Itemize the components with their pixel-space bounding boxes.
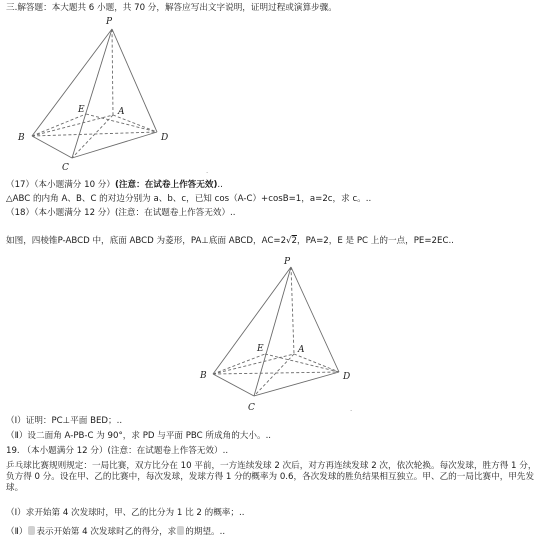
xi-symbol-icon xyxy=(177,526,184,535)
q18-intro: 如图，四棱锥P-ABCD 中，底面 ABCD 为菱形，PA⊥底面 ABCD，AC=2√2，PA=2，E 是 PC 上的一点，PE=2EC.. xyxy=(6,236,454,246)
label-e: E xyxy=(78,105,85,115)
label-d: D xyxy=(343,372,351,382)
edge-bc xyxy=(32,136,72,158)
q19-body: 乒乓球比赛规则规定：一局比赛，双方比分在 10 平前，一方连续发球 2 次后，对方再连续发球 2 次，依次轮换。每次发球，胜方得 1 分，负方得 0 分。设在甲、乙的比赛中，每次发球，发球方得 1 分的概率为 0.6，各次发球的胜负结果相互独立。甲、乙的一局比赛中，甲先发球。 xyxy=(6,461,537,494)
q19-part1: （Ⅰ）求开始第 4 次发球时，甲、乙的比分为 1 比 2 的概率；.. xyxy=(6,508,245,518)
label-p: P xyxy=(106,17,113,27)
edge-ba xyxy=(32,115,113,136)
label-a: A xyxy=(298,345,305,355)
edge-pd xyxy=(291,267,339,372)
q18-part2: （Ⅱ）设二面角 A-PB-C 为 90°，求 PD 与平面 PBC 所成角的大小。.. xyxy=(6,431,272,441)
q18-part1: （Ⅰ）证明：PC⊥平面 BED；.. xyxy=(6,416,123,426)
figure-pyramid-1 xyxy=(0,0,542,180)
q19-header: 19. （本小题满分 12 分）(注意：在试题卷上作答无效）.. xyxy=(6,446,229,456)
label-b: B xyxy=(18,133,25,143)
section-title: 三.解答题：本大题共 6 小题，共 70 分，解答应写出文字说明，证明过程或演算步骤。 xyxy=(6,3,337,13)
edge-bd xyxy=(213,372,339,374)
label-d: D xyxy=(161,133,169,143)
figure-pyramid-2 xyxy=(0,250,542,420)
edge-pa xyxy=(291,267,294,354)
edge-ed xyxy=(265,354,339,372)
label-c: C xyxy=(62,163,69,173)
q19-part2: （Ⅱ） 表示开始第 4 次发球时乙的得分，求 的期望。.. xyxy=(6,527,226,537)
edge-bc xyxy=(213,374,254,396)
edge-bd xyxy=(32,132,157,136)
edge-pa xyxy=(112,29,113,115)
label-c: C xyxy=(248,403,255,413)
label-p: P xyxy=(284,257,291,267)
figure1-end-mark: . xyxy=(206,167,209,175)
xi-symbol-icon xyxy=(28,526,35,535)
label-b: B xyxy=(200,371,207,381)
figure2-end-mark: . xyxy=(350,405,353,413)
label-e: E xyxy=(257,344,264,354)
label-a: A xyxy=(118,107,125,117)
q17-header: （17）（本小题满分 10 分）(注意：在试卷上作答无效).. xyxy=(6,180,223,190)
q17-body: △ABC 的内角 A、B、C 的对边分别为 a、b、c，已知 cos（A-C）+cosB=1，a=2c，求 c。.. xyxy=(6,194,372,204)
edge-cd xyxy=(254,372,339,396)
q18-header: （18）（本小题满分 12 分）(注意：在试题卷上作答无效）.. xyxy=(6,208,236,218)
edge-cd xyxy=(72,132,157,158)
edge-pc xyxy=(72,29,112,158)
